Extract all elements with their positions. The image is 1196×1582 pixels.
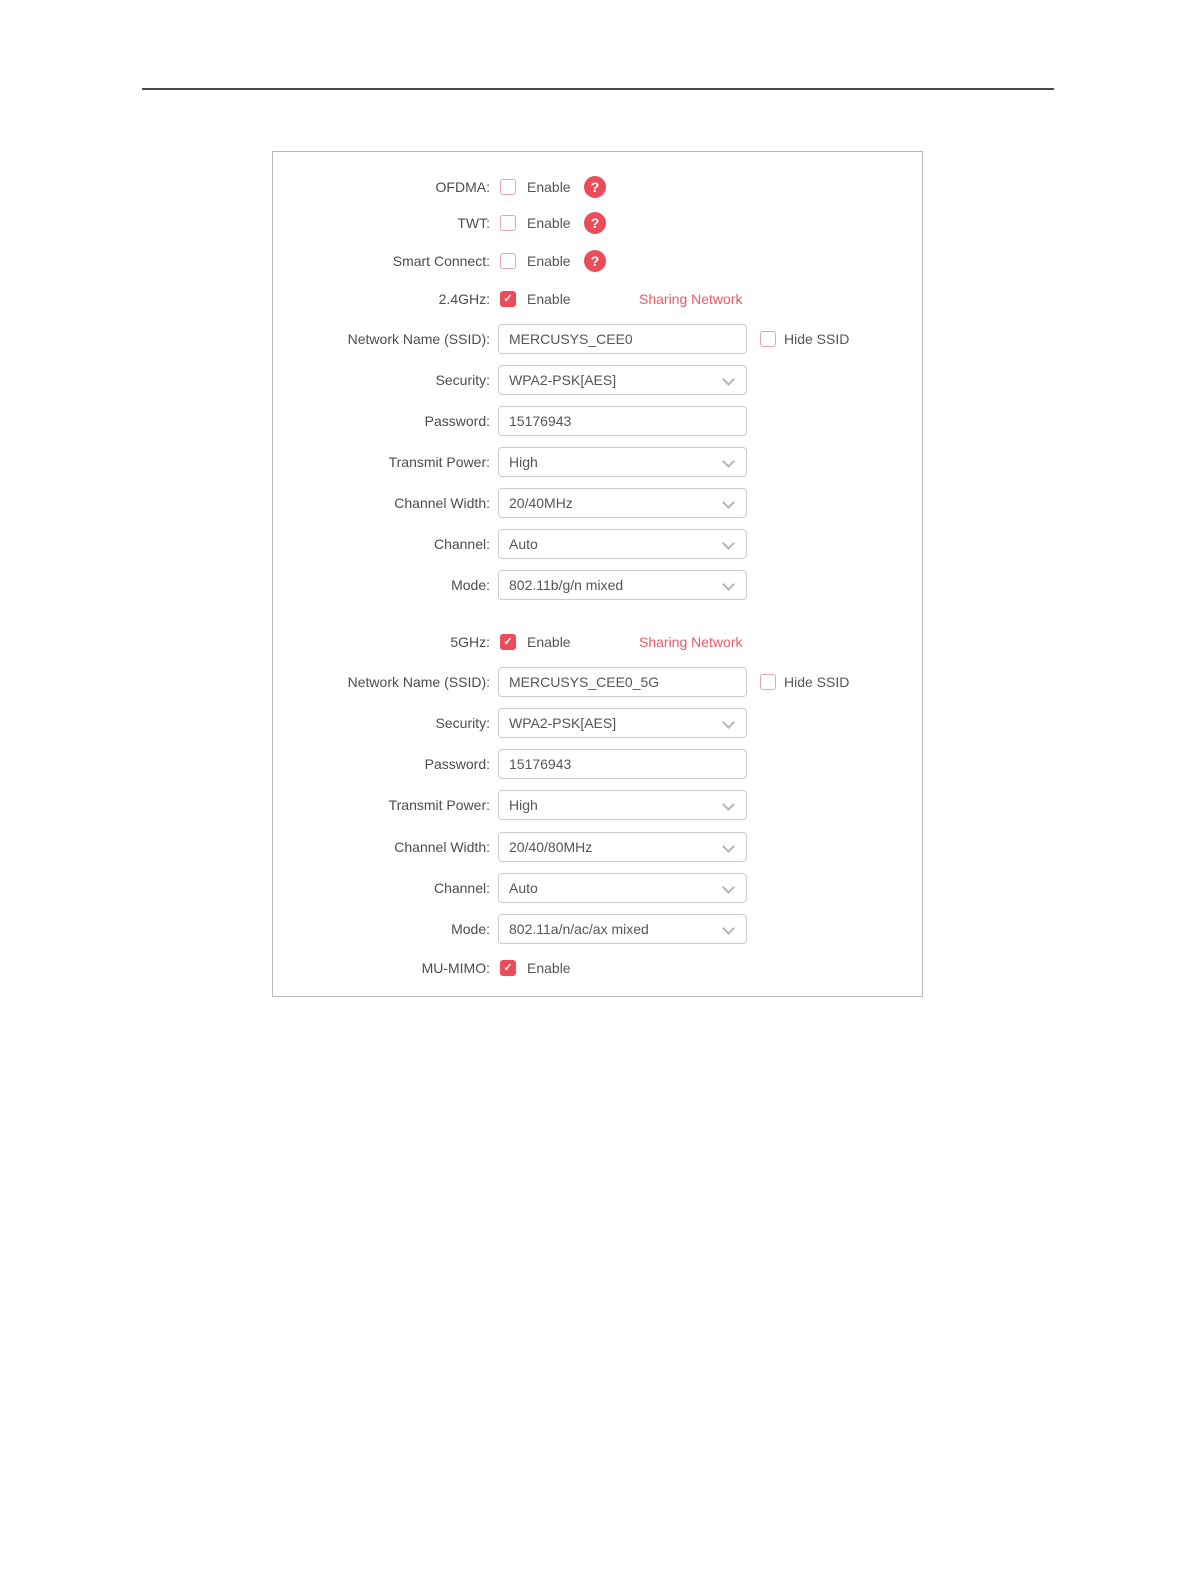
twt-help-icon[interactable]: ?	[584, 212, 606, 234]
row-transmit-power-24ghz	[273, 447, 922, 477]
row-channel-5ghz	[273, 873, 922, 903]
chevron-down-icon	[722, 496, 735, 509]
mu-mimo-label: MU-MIMO:	[421, 960, 490, 976]
smart-connect-help-icon[interactable]: ?	[584, 250, 606, 272]
security-label-5ghz: Security:	[435, 715, 490, 731]
password-input-24ghz[interactable]	[498, 406, 747, 436]
password-label-5ghz: Password:	[424, 756, 490, 772]
row-ofdma	[273, 172, 922, 202]
mode-label-24ghz: Mode:	[451, 577, 490, 593]
chevron-down-icon	[722, 922, 735, 935]
channel-label-24ghz: Channel:	[433, 536, 490, 552]
smart-connect-enable-label: Enable	[527, 253, 571, 269]
mode-label-5ghz: Mode:	[451, 921, 490, 937]
band-24ghz-enable-label: Enable	[527, 291, 571, 307]
chevron-down-icon	[722, 578, 735, 591]
security-select-5ghz[interactable]	[498, 708, 747, 738]
channel-label-5ghz: Channel:	[433, 880, 490, 896]
sharing-network-link-5ghz[interactable]: Sharing Network	[639, 634, 743, 650]
row-ssid-24ghz	[273, 324, 922, 354]
ofdma-label: OFDMA:	[435, 179, 490, 195]
channel-select-24ghz[interactable]	[498, 529, 747, 559]
top-rule	[142, 88, 1054, 90]
channel-width-select-24ghz[interactable]	[498, 488, 747, 518]
row-password-5ghz	[273, 749, 922, 779]
ssid-label-24ghz: Network Name (SSID):	[347, 331, 490, 347]
mu-mimo-enable-checkbox[interactable]: ✓	[500, 960, 516, 976]
ofdma-enable-label: Enable	[527, 179, 571, 195]
row-twt	[273, 208, 922, 238]
row-password-24ghz	[273, 406, 922, 436]
password-label-24ghz: Password:	[424, 413, 490, 429]
hide-ssid-label-5ghz: Hide SSID	[784, 674, 850, 690]
mu-mimo-enable-label: Enable	[527, 960, 571, 976]
hide-ssid-checkbox-24ghz[interactable]	[760, 331, 776, 347]
row-smart-connect	[273, 246, 922, 276]
row-channel-width-5ghz	[273, 832, 922, 862]
row-security-24ghz	[273, 365, 922, 395]
security-select-24ghz[interactable]	[498, 365, 747, 395]
sharing-network-link-24ghz[interactable]: Sharing Network	[639, 291, 743, 307]
channel-width-value-5ghz: 20/40/80MHz	[509, 839, 593, 855]
row-mode-5ghz	[273, 914, 922, 944]
row-mode-24ghz	[273, 570, 922, 600]
twt-label: TWT:	[457, 215, 490, 231]
transmit-power-select-5ghz[interactable]	[498, 790, 747, 820]
channel-width-label-24ghz: Channel Width:	[394, 495, 490, 511]
chevron-down-icon	[722, 716, 735, 729]
ofdma-enable-checkbox[interactable]	[500, 179, 516, 195]
security-value-24ghz: WPA2-PSK[AES]	[509, 372, 617, 388]
transmit-power-value-5ghz: High	[509, 797, 538, 813]
security-value-5ghz: WPA2-PSK[AES]	[509, 715, 617, 731]
transmit-power-label-5ghz: Transmit Power:	[388, 797, 490, 813]
mode-select-24ghz[interactable]	[498, 570, 747, 600]
channel-width-label-5ghz: Channel Width:	[394, 839, 490, 855]
band-5ghz-enable-checkbox[interactable]: ✓	[500, 634, 516, 650]
security-label-24ghz: Security:	[435, 372, 490, 388]
row-security-5ghz	[273, 708, 922, 738]
hide-ssid-group-5ghz	[750, 674, 849, 690]
mode-select-5ghz[interactable]	[498, 914, 747, 944]
band-5ghz-enable-label: Enable	[527, 634, 571, 650]
row-band-5ghz	[273, 627, 922, 657]
band-24ghz-enable-checkbox[interactable]: ✓	[500, 291, 516, 307]
transmit-power-select-24ghz[interactable]	[498, 447, 747, 477]
channel-value-5ghz: Auto	[509, 880, 538, 896]
smart-connect-label: Smart Connect:	[392, 253, 490, 269]
hide-ssid-label-24ghz: Hide SSID	[784, 331, 850, 347]
smart-connect-enable-checkbox[interactable]	[500, 253, 516, 269]
mode-value-5ghz: 802.11a/n/ac/ax mixed	[509, 921, 649, 937]
channel-value-24ghz: Auto	[509, 536, 538, 552]
row-ssid-5ghz	[273, 667, 922, 697]
row-mu-mimo	[273, 953, 922, 983]
row-band-24ghz	[273, 284, 922, 314]
channel-width-select-5ghz[interactable]	[498, 832, 747, 862]
twt-enable-checkbox[interactable]	[500, 215, 516, 231]
row-channel-24ghz	[273, 529, 922, 559]
chevron-down-icon	[722, 881, 735, 894]
chevron-down-icon	[722, 840, 735, 853]
twt-enable-label: Enable	[527, 215, 571, 231]
chevron-down-icon	[722, 798, 735, 811]
ofdma-help-icon[interactable]: ?	[584, 176, 606, 198]
transmit-power-value-24ghz: High	[509, 454, 538, 470]
hide-ssid-checkbox-5ghz[interactable]	[760, 674, 776, 690]
ssid-input-24ghz[interactable]	[498, 324, 747, 354]
row-transmit-power-5ghz	[273, 790, 922, 820]
chevron-down-icon	[722, 373, 735, 386]
ssid-label-5ghz: Network Name (SSID):	[347, 674, 490, 690]
row-channel-width-24ghz	[273, 488, 922, 518]
ssid-input-5ghz[interactable]	[498, 667, 747, 697]
channel-select-5ghz[interactable]	[498, 873, 747, 903]
band-5ghz-label: 5GHz:	[450, 634, 490, 650]
password-input-5ghz[interactable]	[498, 749, 747, 779]
hide-ssid-group-24ghz	[750, 331, 849, 347]
mode-value-24ghz: 802.11b/g/n mixed	[509, 577, 624, 593]
chevron-down-icon	[722, 537, 735, 550]
transmit-power-label-24ghz: Transmit Power:	[388, 454, 490, 470]
band-24ghz-label: 2.4GHz:	[438, 291, 490, 307]
chevron-down-icon	[722, 455, 735, 468]
channel-width-value-24ghz: 20/40MHz	[509, 495, 573, 511]
wireless-settings-panel	[272, 151, 923, 997]
